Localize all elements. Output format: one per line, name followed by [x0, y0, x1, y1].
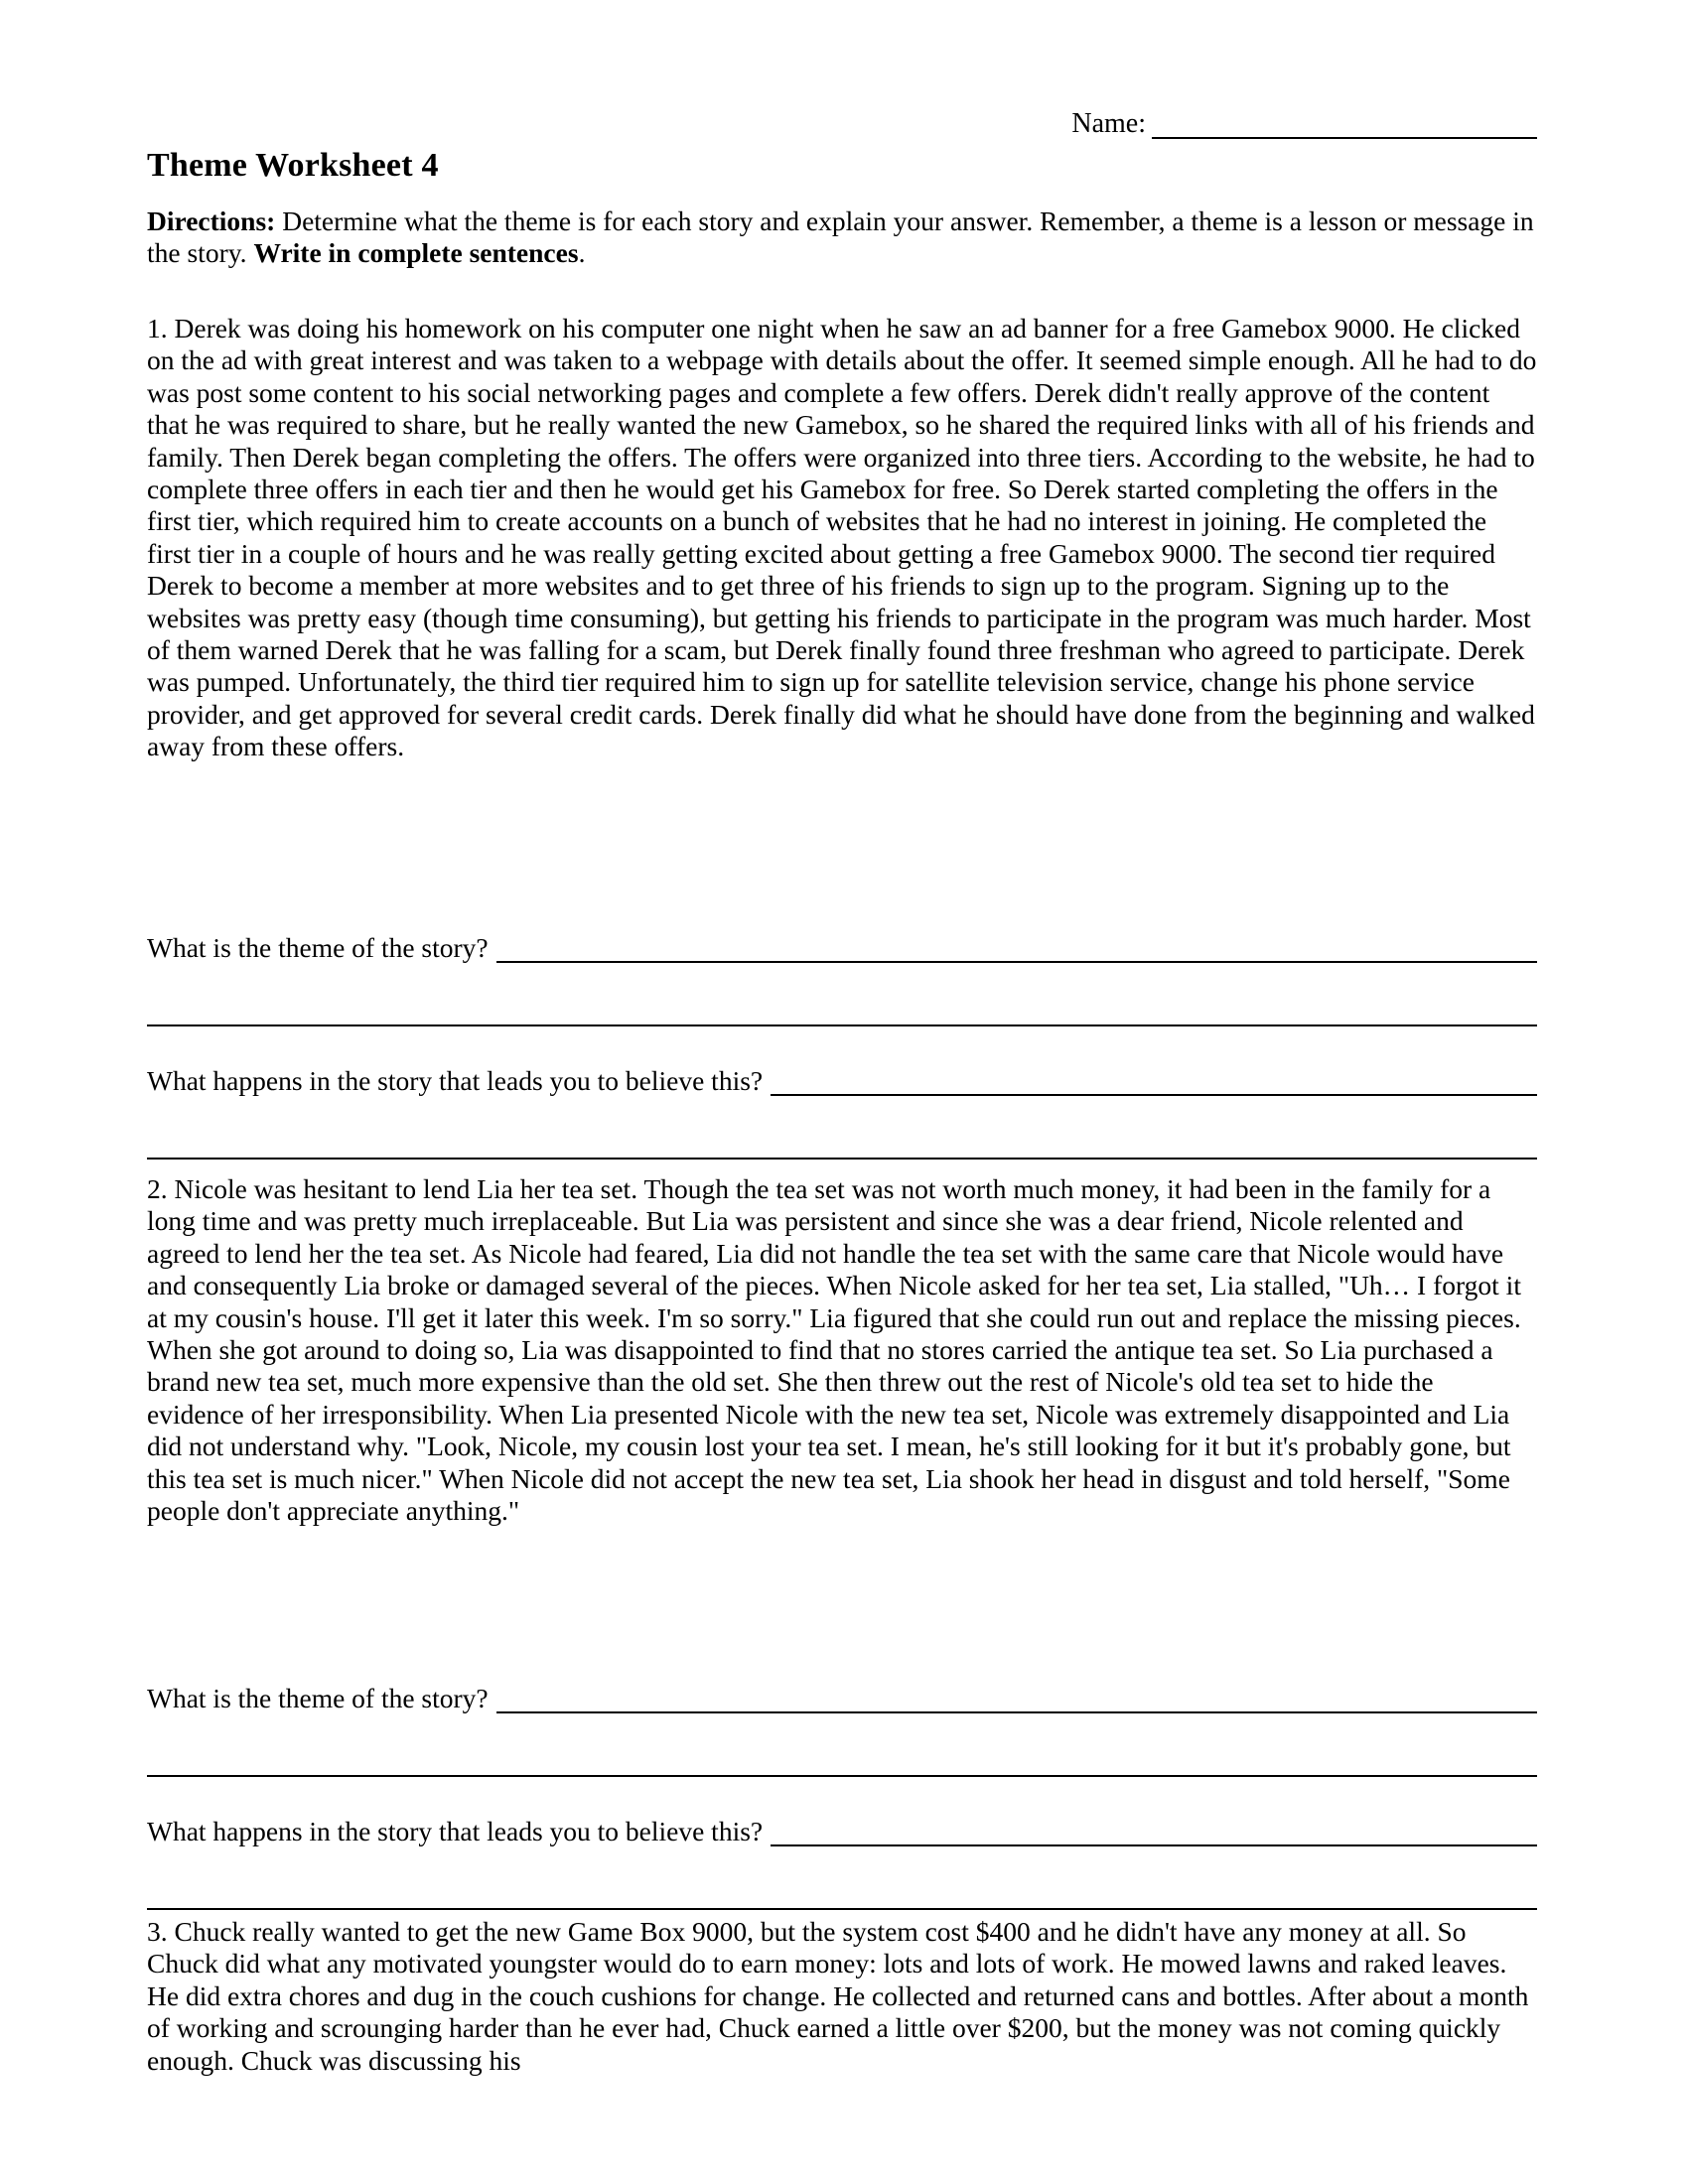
page-title: Theme Worksheet 4 [147, 147, 439, 184]
question-evidence-label-2: What happens in the story that leads you to believe this? [147, 1816, 764, 1846]
question-evidence-row-2 [147, 1807, 1537, 1846]
spacer [147, 1713, 1537, 1741]
directions-text-b: . [578, 237, 586, 269]
question-theme-row-2 [147, 1674, 1537, 1713]
answer-rule-evidence-1b[interactable] [147, 1124, 1537, 1160]
question-theme-row-1 [147, 923, 1537, 963]
answer-rule-evidence-2b[interactable] [147, 1874, 1537, 1910]
answer-rule-theme-1b[interactable] [147, 991, 1537, 1026]
spacer [147, 1846, 1537, 1874]
directions-emphasis: Write in complete sentences [253, 237, 579, 269]
answer-block-1 [147, 923, 1537, 1160]
name-label: Name: [1071, 108, 1146, 139]
directions-label: Directions: [147, 205, 276, 236]
answer-rule-theme-1a[interactable] [496, 931, 1537, 963]
spacer [147, 1026, 1537, 1056]
name-input-rule[interactable] [1152, 111, 1537, 139]
story-paragraph-3: 3. Chuck really wanted to get the new Game Box 9000, but the system cost $400 and he didn't have any money at all. So Chuck did what any motivated youngster would do to earn money: lots and lots of work. He mowed lawns and raked leaves. He did extra chores and dug in the couch cushions for change. He collected and returned cans and bottles. After about a month of working and scrounging harder than he ever had, Chuck earned a little over $200, but the money was not coming quickly enough. Chuck was discussing his [147, 1916, 1529, 2076]
story-paragraph-1: 1. Derek was doing his homework on his computer one night when he saw an ad banner for a free Gamebox 9000. He clicked on the ad with great interest and was taken to a webpage with details about the offer. It seemed simple enough. All he had to do was post some content to his social networking pages and complete a few offers. Derek didn't really approve of the content that he was required to share, but he really wanted the new Gamebox, so he shared the required links with all of his friends and family. Then Derek began completing the offers. The offers were organized into three tiers. According to the website, he had to complete three offers in each tier and then he would get his Gamebox for free. So Derek started completing the offers in the first tier, which required him to create accounts on a bunch of websites that he had no interest in joining. He completed the first tier in a couple of hours and he was really getting excited about getting a free Gamebox 9000. The second tier required Derek to become a member at more websites and to get three of his friends to sign up to the program. Signing up to the websites was pretty easy (though time consuming), but getting his friends to participate in the program was much harder. Most of them warned Derek that he was falling for a scam, but Derek finally found three freshman who agreed to participate. Derek was pumped. Unfortunately, the third tier required him to sign up for satellite television service, change his phone service provider, and get approved for several credit cards. Derek finally did what he should have done from the beginning and walked away from these offers. [147, 313, 1537, 762]
story-paragraph-2: 2. Nicole was hesitant to lend Lia her tea set. Though the tea set was not worth much money, it had been in the family for a long time and was pretty much irreplaceable. But Lia was persistent and since she was a dear friend, Nicole relented and agreed to lend her the tea set. As Nicole had feared, Lia did not handle the tea set with the same care that Nicole would have and consequently Lia broke or damaged several of the pieces. When Nicole asked for her tea set, Lia stalled, "Uh… I forgot it at my cousin's house. I'll get it later this week. I'm so sorry." Lia figured that she could run out and replace the missing pieces. When she got around to doing so, Lia was disappointed to find that no stores carried the antique tea set. So Lia purchased a brand new tea set, much more expensive than the old set. She then threw out the rest of Nicole's old tea set to hide the evidence of her irresponsibility. When Lia presented Nicole with the new tea set, Nicole was extremely disappointed and Lia did not understand why. "Look, Nicole, my cousin lost your tea set. I mean, he's still looking for it but it's probably gone, but this tea set is much nicer." When Nicole did not accept the new tea set, Lia shook her head in disgust and told herself, "Some people don't appreciate anything." [147, 1173, 1521, 1527]
question-evidence-row-1 [147, 1056, 1537, 1096]
spacer [147, 963, 1537, 991]
answer-rule-evidence-1a[interactable] [771, 1064, 1537, 1096]
question-theme-label-1: What is the theme of the story? [147, 932, 489, 963]
answer-rule-evidence-2a[interactable] [771, 1815, 1537, 1846]
answer-rule-theme-2a[interactable] [496, 1682, 1537, 1713]
answer-block-2 [147, 1674, 1537, 1910]
question-evidence-label-1: What happens in the story that leads you to believe this? [147, 1065, 764, 1096]
spacer [147, 1777, 1537, 1807]
name-field-row [147, 109, 1537, 139]
directions-text-a: Determine what the theme is for each story and explain your answer. Remember, a theme is a lesson or message in the story. [147, 205, 1534, 269]
question-theme-label-2: What is the theme of the story? [147, 1683, 489, 1713]
directions-paragraph [147, 205, 1537, 270]
answer-rule-theme-2b[interactable] [147, 1741, 1537, 1777]
spacer [147, 1096, 1537, 1124]
